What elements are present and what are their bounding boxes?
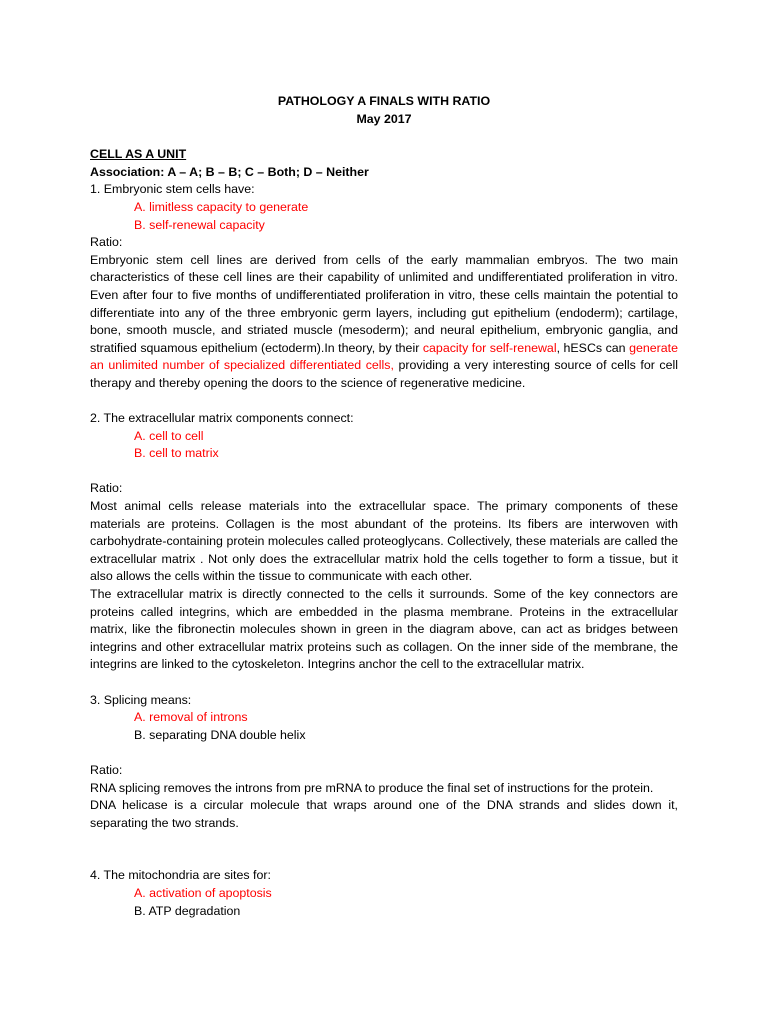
- q1-ratio-part2: , hESCs can: [556, 340, 630, 355]
- q1-ratio-part1: Embryonic stem cell lines are derived from cells of the early mammalian embryos. The two main characteristics of these cell lines are their capability of unlimited and undifferentiated proliferation in vitro. Even after four to five months of undifferentiated proliferation in vitro, these cells maintain the potential to differentiate into any of the three embryonic germ layers, including gut epithelium (endoderm); cartilage, bone, smooth muscle, and striated muscle (mesoderm); and neural epithelium, embryonic ganglia, and stratified squamous epithelium (ectoderm).In theory, by their: [90, 252, 678, 355]
- q2-option-b: B. cell to matrix: [134, 446, 219, 461]
- question-2: 2. The extracellular matrix components connect:: [90, 411, 354, 426]
- section-heading: CELL AS A UNIT: [90, 147, 187, 162]
- question-4: 4. The mitochondria are sites for:: [90, 868, 271, 883]
- spacer: [90, 128, 678, 146]
- spacer: [90, 744, 678, 762]
- document-page: [90, 93, 678, 920]
- spacer: [90, 463, 678, 481]
- q1-ratio-highlight-1: capacity for self-renewal: [422, 340, 557, 355]
- q2-ratio-paragraph-1: Most animal cells release materials into the extracellular space. The primary components of these materials are proteins. Collagen is the most abundant of the proteins. Its fibers are interwoven with carbohydrate-containing protein molecules called proteoglycans. Collectively, these materials are called the extracellular matrix . Not only does the extracellular matrix hold the cells together to form a tissue, but it also allows the cells within the tissue to communicate with each other.: [90, 499, 678, 584]
- q1-ratio-text: [90, 252, 678, 393]
- spacer: [90, 674, 678, 692]
- q2-ratio-label: Ratio:: [90, 481, 123, 496]
- spacer: [90, 832, 678, 867]
- q3-ratio-paragraph-2: DNA helicase is a circular molecule that wraps around one of the DNA strands and slides down it, separating the two strands.: [90, 798, 678, 830]
- q1-option-a: A. limitless capacity to generate: [134, 199, 309, 214]
- spacer: [90, 393, 678, 411]
- q3-option-b: B. separating DNA double helix: [134, 727, 306, 742]
- q2-ratio-paragraph-2: The extracellular matrix is directly connected to the cells it surrounds. Some of the key connectors are proteins called integrins, which are embedded in the plasma membrane. Proteins in the extracellular matrix, like the fibronectin molecules shown in green in the diagram above, can act as bridges between integrins and other extracellular matrix proteins such as collagen. On the inner side of the membrane, the integrins are linked to the cytoskeleton. Integrins anchor the cell to the extracellular matrix.: [90, 587, 678, 672]
- q2-option-a: A. cell to cell: [134, 428, 204, 443]
- q4-option-a: A. activation of apoptosis: [134, 885, 272, 900]
- q3-option-a: A. removal of introns: [134, 710, 248, 725]
- question-3: 3. Splicing means:: [90, 692, 192, 707]
- document-date: May 2017: [356, 111, 412, 126]
- q3-ratio-label: Ratio:: [90, 762, 123, 777]
- q1-ratio-part3: providing a very interesting source of cells for cell therapy and thereby opening the doors to the science of regenerative medicine.: [90, 358, 678, 390]
- q3-ratio-paragraph-1: RNA splicing removes the introns from pre mRNA to produce the final set of instructions for the protein.: [90, 780, 654, 795]
- q1-ratio-highlight-2: generate an unlimited number of specialized differentiated cells,: [90, 340, 678, 373]
- q1-option-b: B. self-renewal capacity: [134, 217, 265, 232]
- q1-ratio-label: Ratio:: [90, 235, 123, 250]
- document-title: PATHOLOGY A FINALS WITH RATIO: [277, 94, 491, 108]
- q4-option-b: B. ATP degradation: [134, 903, 241, 918]
- section-instructions: Association: A – A; B – B; C – Both; D – Neither: [90, 164, 369, 179]
- question-1: 1. Embryonic stem cells have:: [90, 182, 255, 197]
